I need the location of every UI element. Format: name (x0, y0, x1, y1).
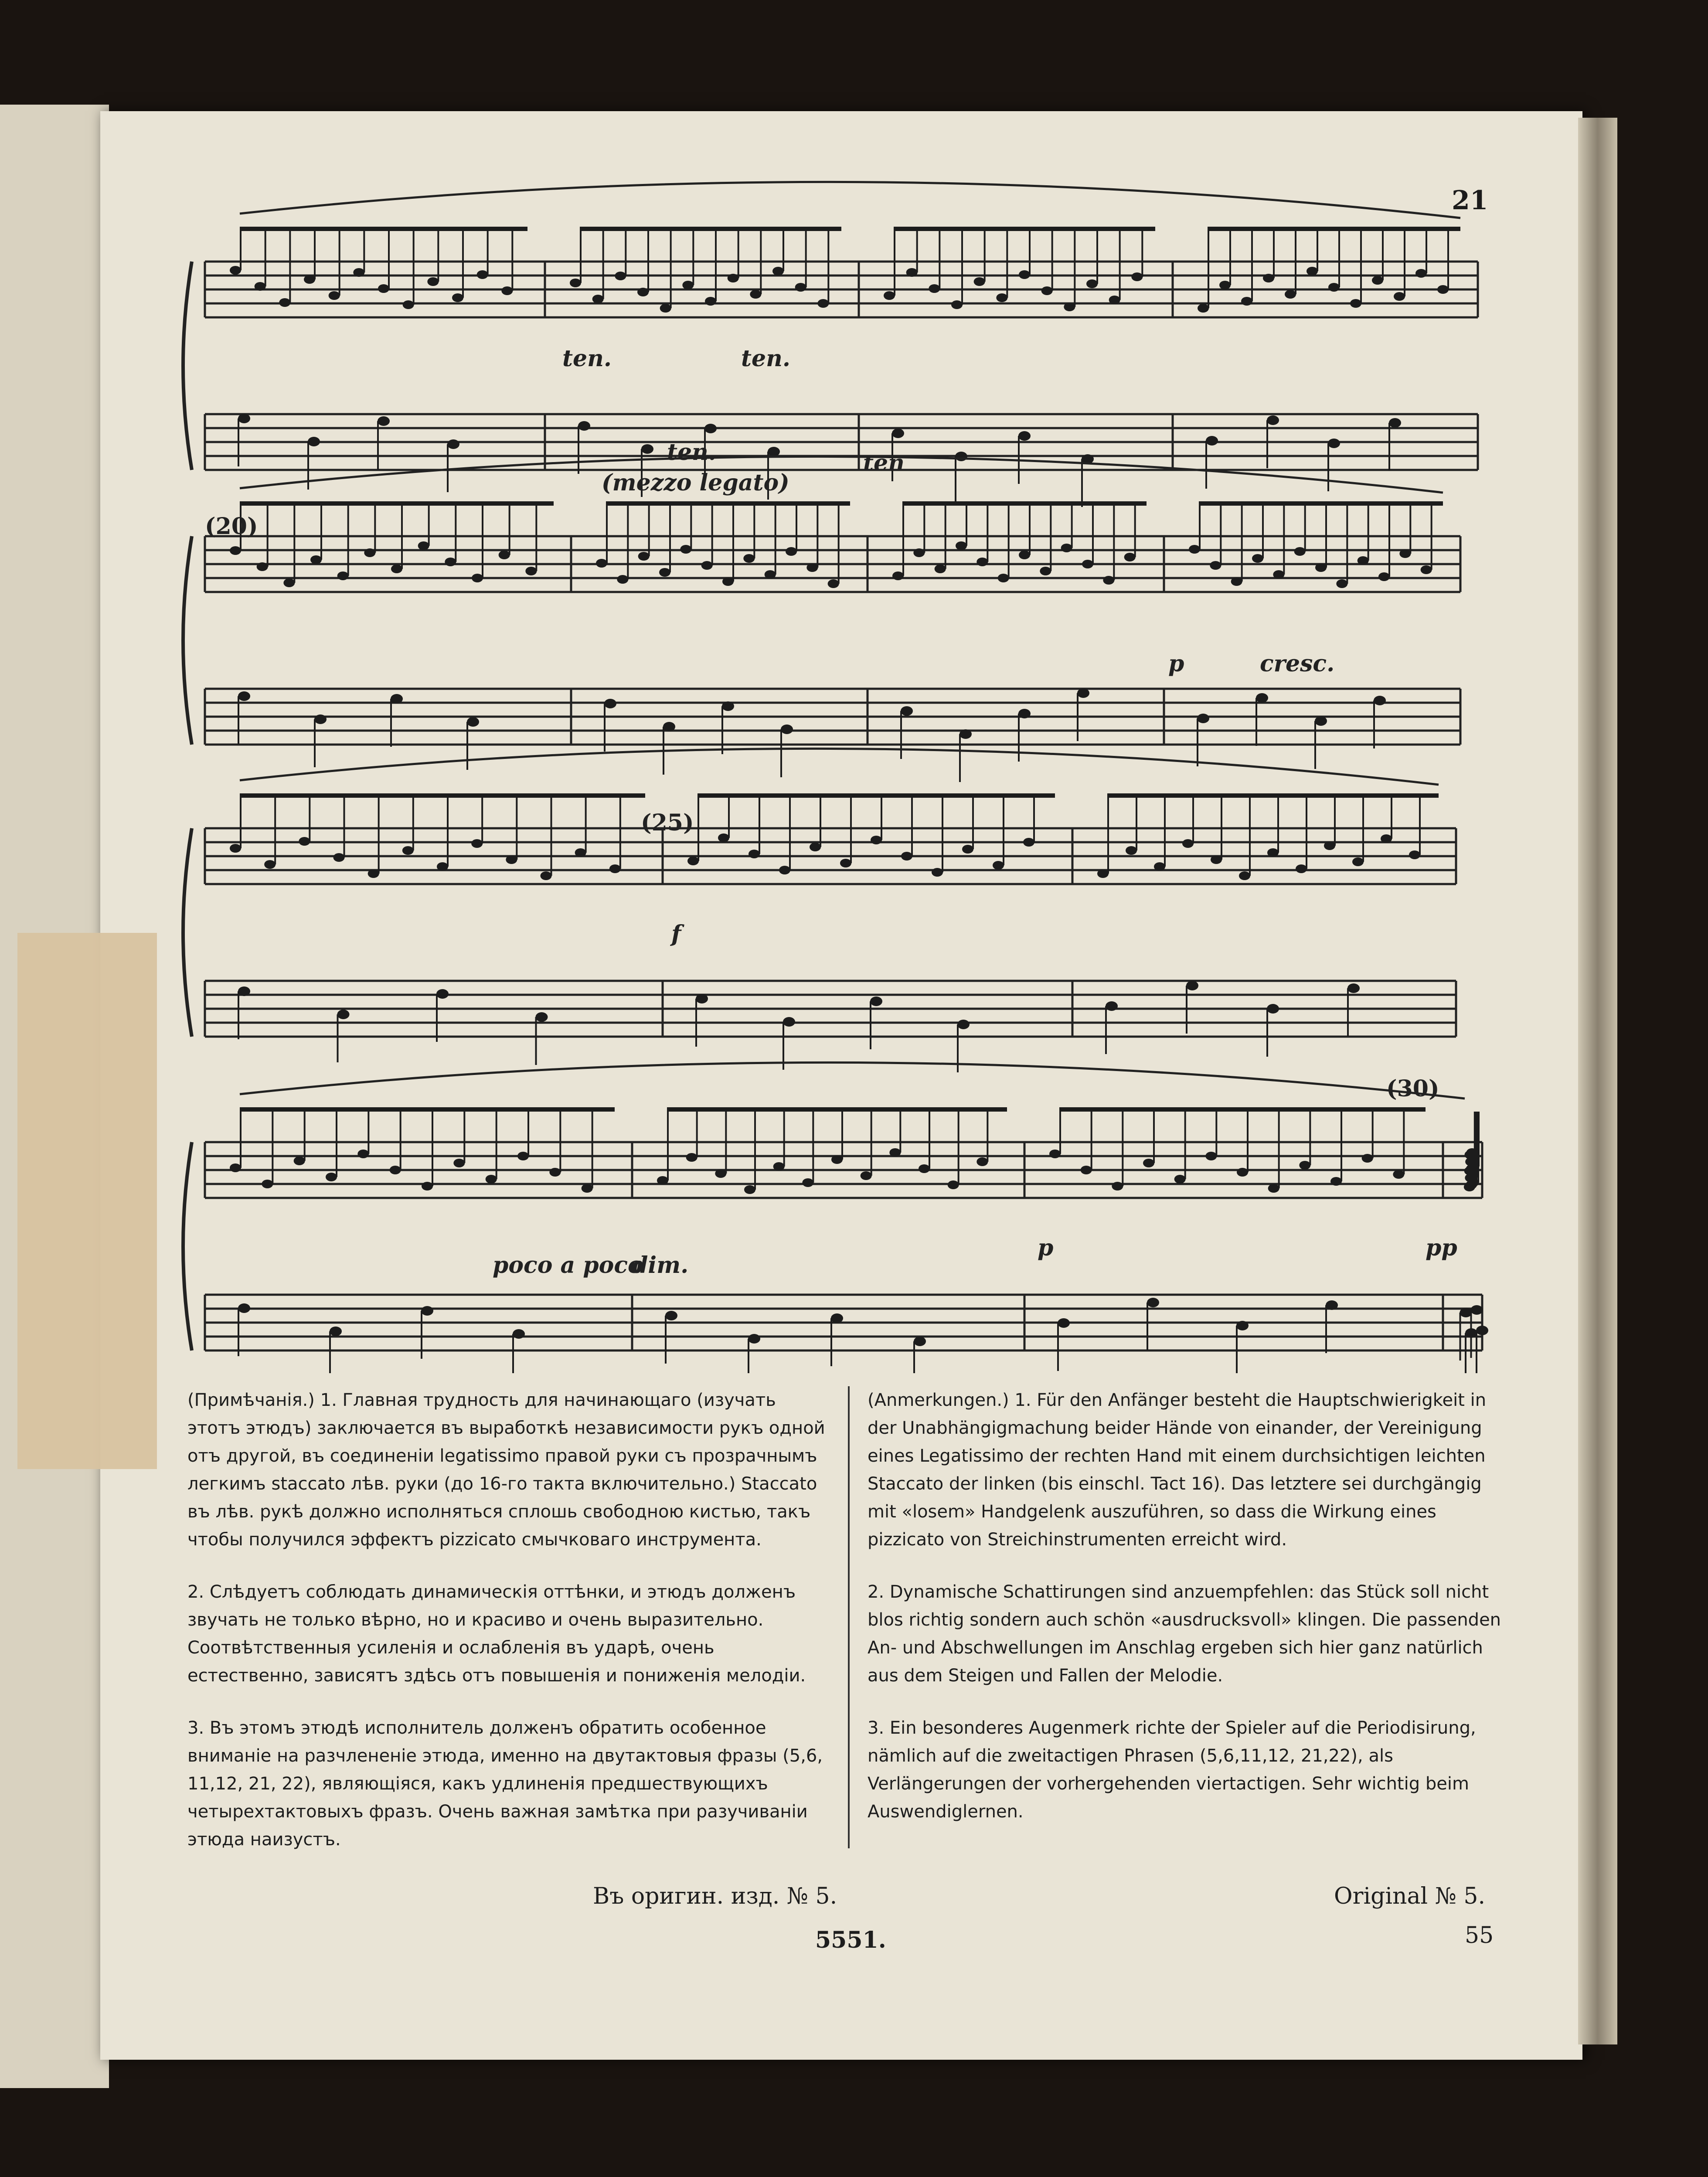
bass-note-head (1374, 696, 1386, 705)
note-head (1328, 283, 1340, 292)
note-head (998, 574, 1009, 582)
note-head (264, 860, 276, 869)
beam (580, 227, 841, 231)
bass-note-head (314, 714, 327, 724)
note-head (486, 1175, 497, 1184)
note-head (705, 297, 716, 306)
note-head (884, 291, 895, 300)
dynamic-marking: ten (863, 450, 905, 476)
note-head (840, 859, 851, 867)
bass-note-head (1147, 1298, 1159, 1307)
footer-ru-edition: Въ оригин. изд. № 5. (593, 1883, 837, 1909)
note-head (1086, 279, 1098, 288)
bass-note-head (447, 439, 459, 449)
note-head (1154, 862, 1165, 871)
brace (183, 1142, 192, 1350)
note-head (1315, 563, 1327, 572)
note-head (262, 1180, 273, 1188)
note-head (638, 552, 650, 561)
beam (697, 793, 1055, 798)
note-head (831, 1155, 843, 1164)
bass-note-head (955, 452, 967, 461)
note-head (1210, 561, 1221, 570)
bass-note-head (722, 701, 734, 711)
note-head (1205, 1152, 1217, 1160)
note-head (452, 293, 463, 302)
ru-note-3: 3. Въ этомъ этюдѣ исполнитель долженъ обратить особенное вниманіе на разчлененіе этюда, именно на двутактовыя фразы (5,6, 11,12, 21, 22), являющіяся, какъ удлиненія предшествующихъ четырехтактовыхъ фразъ. Очень важная замѣтка при разучиваніи этюда наизустъ. (187, 1718, 823, 1850)
note-head (1124, 553, 1136, 561)
bass-note-head (831, 1313, 843, 1323)
ru-note-1: (Примѣчанія.) 1. Главная трудность для начинающаго (изучать этотъ этюдъ) заключается въ выработкѣ независимости рукъ одной отъ другой, въ соединеніи legatissimo правой руки съ прозрачнымъ легкимъ staccato лѣв. руки (до 16-го такта включительно.) Staccato въ лѣв. рукѣ должно исполняться сплошь свободною кистью, такъ чтобы получился эффектъ pizzicato смычковаго инструмента. (187, 1390, 825, 1550)
bass-note-head (436, 989, 449, 999)
bass-note-head (1077, 688, 1089, 698)
bass-note-head (1267, 415, 1279, 425)
bass-note-head (1256, 693, 1268, 703)
note-head (230, 1163, 241, 1172)
note-head (951, 300, 963, 309)
note-head (861, 1171, 872, 1180)
note-head (390, 1166, 401, 1174)
bass-note-head (330, 1327, 342, 1336)
note-head (391, 565, 402, 573)
note-head (255, 282, 266, 291)
note-head (1143, 1159, 1154, 1167)
bass-note-head (1328, 439, 1340, 448)
bass-note-head (1197, 714, 1209, 723)
bass-note-head (238, 414, 250, 423)
note-head (906, 268, 918, 277)
note-head (1252, 554, 1263, 563)
note-head (1023, 838, 1034, 847)
measure-number: (20) (205, 513, 258, 540)
note-head (956, 541, 967, 550)
dynamic-marking: cresc. (1260, 650, 1335, 677)
note-head (701, 561, 713, 570)
bass-note-head (1236, 1321, 1249, 1330)
note-head (817, 299, 829, 308)
note-head (501, 286, 513, 295)
note-head (948, 1180, 959, 1189)
bass-note-head (467, 717, 479, 727)
note-head (582, 1184, 593, 1193)
beam (1059, 1107, 1426, 1112)
note-head (743, 554, 755, 563)
note-head (728, 274, 739, 282)
note-head (418, 541, 429, 550)
note-head (660, 304, 671, 313)
beam (606, 501, 850, 506)
note-head (1358, 556, 1369, 565)
note-head (471, 839, 483, 848)
note-head (299, 837, 310, 846)
slur (240, 748, 1439, 785)
note-head (976, 558, 988, 566)
note-head (615, 272, 626, 280)
note-head (828, 579, 839, 588)
bass-note-head (959, 729, 972, 739)
beam (240, 793, 645, 798)
ru-note-2: 2. Слѣдуетъ соблюдать динамическія оттѣнки, и этюдъ долженъ звучать не только вѣрно, но и красиво и очень выразительно. Соотвѣтственныя усиленія и ослабленія въ ударѣ, очень естественно, зависятъ здѣсь отъ повышенія и пониженія мелодіи. (187, 1582, 806, 1686)
note-head (772, 267, 784, 276)
note-head (686, 1153, 697, 1162)
note-head (453, 1159, 465, 1167)
slur (240, 1062, 1465, 1099)
note-head (1437, 285, 1449, 294)
note-head (1421, 565, 1432, 574)
measure-number: (25) (641, 810, 694, 836)
bass-note-head (1460, 1308, 1472, 1317)
bass-note-head (704, 424, 717, 433)
bass-note-head (391, 694, 403, 704)
note-head (1174, 1175, 1186, 1184)
bass-note-head (604, 699, 616, 708)
bass-note-head (641, 444, 653, 454)
note-head (1330, 1177, 1342, 1186)
bass-note-head (901, 706, 913, 716)
note-head (871, 836, 882, 844)
note-head (333, 853, 345, 862)
note-head (810, 843, 821, 851)
bass-note-head (513, 1329, 525, 1339)
beam (240, 1107, 615, 1112)
bass-note-head (957, 1020, 970, 1029)
bass-note-head (308, 437, 320, 446)
de-note-3: 3. Ein besonderes Augenmerk richte der Spieler auf die Periodisirung, nämlich auf die zweitactigen Phrasen (5,6,11,12, 21,22), als Verlängerungen der vorhergehenden viertactigen. Sehr wichtig beim Auswendiglernen. (868, 1718, 1476, 1822)
note-head (422, 1182, 433, 1191)
note-head (1103, 576, 1114, 585)
bass-note-head (748, 1334, 760, 1344)
note-head (715, 1169, 726, 1178)
dynamic-marking: dim. (632, 1252, 689, 1279)
note-head (230, 844, 241, 853)
beam (667, 1107, 1007, 1112)
bass-note-head (1058, 1318, 1070, 1328)
note-head (525, 567, 537, 575)
dynamic-marking: pp (1426, 1235, 1457, 1261)
note-head (1097, 869, 1109, 878)
note-head (1189, 545, 1200, 554)
note-head (765, 570, 776, 579)
note-head (1299, 1161, 1310, 1170)
beam (1107, 793, 1439, 798)
note-head (368, 869, 379, 878)
note-head (329, 291, 340, 300)
bass-note-head (1315, 716, 1327, 726)
note-head (1126, 846, 1137, 855)
note-head (993, 861, 1004, 870)
bass-note-head (783, 1017, 795, 1027)
note-head (680, 545, 691, 554)
note-head (357, 1150, 369, 1158)
bass-note-head (1389, 418, 1401, 428)
note-head (337, 571, 349, 580)
brace (183, 828, 192, 1037)
note-head (1019, 551, 1030, 559)
note-head (750, 290, 761, 299)
note-head (1061, 544, 1072, 552)
note-head (749, 850, 760, 858)
beam (240, 501, 554, 506)
footer-original: Original № 5. (1334, 1883, 1486, 1909)
note-head (806, 563, 818, 572)
note-head (310, 555, 322, 564)
dynamic-marking: ten. (667, 439, 717, 466)
brace (183, 536, 192, 745)
note-head (687, 857, 699, 865)
note-head (1019, 270, 1030, 279)
note-head (541, 871, 552, 880)
note-head (722, 577, 734, 586)
bass-note-head (421, 1306, 433, 1316)
bass-note-head (378, 416, 390, 426)
note-head (1237, 1168, 1248, 1177)
page-number: 21 (1452, 185, 1488, 216)
note-head (932, 868, 943, 877)
note-head (472, 574, 483, 582)
note-head (929, 284, 940, 293)
note-head (1081, 1166, 1092, 1174)
note-head (1182, 839, 1194, 848)
beam (1208, 227, 1460, 231)
slur (240, 182, 1460, 218)
note-head (1352, 857, 1364, 866)
bass-note-head (663, 722, 675, 731)
note-head (1464, 1167, 1476, 1175)
note-head (1267, 848, 1279, 857)
note-head (378, 284, 389, 293)
note-head (617, 575, 628, 584)
note-head (1268, 1184, 1279, 1193)
bass-note-head (892, 429, 904, 438)
bass-note-head (1267, 1004, 1279, 1014)
beam (240, 227, 527, 231)
note-head (1040, 567, 1051, 575)
beam (902, 501, 1147, 506)
note-head (230, 266, 241, 275)
note-head (1372, 276, 1383, 285)
note-head (353, 268, 364, 277)
dynamic-marking: (mezzo legato) (602, 469, 789, 496)
note-head (549, 1168, 561, 1177)
note-head (1263, 274, 1274, 282)
note-head (718, 833, 729, 842)
dynamic-marking: ten. (741, 345, 791, 372)
bass-note-head (238, 986, 250, 996)
note-head (892, 571, 904, 580)
bass-note-head (238, 691, 250, 701)
bass-note-head (665, 1311, 677, 1320)
note-head (802, 1178, 813, 1187)
note-head (1239, 871, 1250, 880)
note-head (996, 293, 1007, 302)
dynamic-marking: p (1038, 1235, 1054, 1261)
dynamic-marking: poco a poco (493, 1252, 643, 1279)
brace (183, 262, 192, 470)
note-head (779, 866, 790, 874)
note-head (1219, 281, 1231, 289)
note-head (1464, 1183, 1475, 1191)
bass-note-head (536, 1012, 548, 1022)
bass-note-head (337, 1010, 350, 1019)
note-head (437, 862, 448, 871)
note-head (445, 558, 456, 566)
note-head (1112, 1182, 1123, 1191)
note-head (1231, 577, 1242, 586)
footer-number: 55 (1465, 1922, 1494, 1949)
note-head (1336, 579, 1347, 588)
note-head (1393, 1170, 1404, 1179)
note-head (364, 548, 375, 557)
bass-note-head (781, 725, 793, 734)
note-head (403, 300, 414, 309)
note-head (1294, 547, 1306, 556)
note-head (962, 845, 973, 854)
bass-note-head (578, 421, 590, 431)
note-head (609, 864, 621, 873)
note-head (659, 568, 670, 577)
note-head (1131, 272, 1143, 281)
note-head (795, 283, 806, 292)
footer-plate-number: 5551. (815, 1927, 886, 1953)
note-head (1394, 292, 1405, 301)
note-head (575, 848, 586, 857)
note-head (304, 275, 315, 284)
bass-note-head (1326, 1300, 1338, 1310)
bass-note-head (1186, 981, 1198, 990)
note-head (499, 551, 510, 559)
note-head (1064, 303, 1075, 311)
note-head (889, 1148, 901, 1157)
note-head (1350, 299, 1361, 308)
note-head (230, 546, 241, 555)
beam (894, 227, 1155, 231)
note-head (1362, 1154, 1373, 1163)
column-divider (848, 1386, 850, 1848)
bass-note-head (870, 997, 882, 1006)
note-head (1415, 269, 1427, 278)
note-head (657, 1176, 668, 1185)
note-head (1324, 841, 1335, 850)
bass-note-head (1465, 1328, 1477, 1338)
note-head (1307, 267, 1318, 276)
note-head (294, 1157, 305, 1165)
note-head (283, 578, 295, 587)
note-head (1399, 549, 1411, 558)
de-note-1: (Anmerkungen.) 1. Für den Anfänger besteht die Hauptschwierigkeit in der Unabhängigmachung beider Hände von einander, der Vereinigung eines Legatissimo der rechten Hand mit einem durchsichtigen leichten Staccato der linken (bis einschl. Tact 16). Das letztere sei durchgängig mit «losem» Handgelenk auszuführen, so dass die Wirkung eines pizzicato von Streichinstrumenten erreicht wird. (868, 1390, 1487, 1550)
bass-note-head (1018, 709, 1031, 718)
note-head (913, 548, 925, 557)
note-head (1273, 570, 1284, 579)
note-head (919, 1164, 930, 1173)
note-head (596, 559, 607, 568)
note-head (1082, 560, 1093, 568)
measure-number: (30) (1386, 1075, 1439, 1102)
note-head (517, 1152, 529, 1160)
note-head (1381, 834, 1392, 843)
note-head (1198, 304, 1209, 313)
dynamic-marking: f (671, 921, 681, 947)
note-head (682, 281, 694, 289)
note-head (1211, 855, 1222, 864)
note-head (402, 846, 414, 855)
note-head (427, 277, 439, 286)
note-head (477, 270, 488, 279)
note-head (1285, 290, 1296, 299)
bass-note-head (1018, 431, 1031, 441)
bass-note-head (1106, 1001, 1118, 1011)
note-head (279, 298, 290, 307)
bass-note-head (696, 994, 708, 1003)
note-head (637, 288, 649, 296)
note-head (506, 855, 517, 864)
note-head (974, 277, 985, 286)
note-head (786, 547, 797, 556)
bass-note-head (768, 447, 780, 456)
bass-note-head (1347, 983, 1360, 993)
dynamic-marking: p (1168, 650, 1184, 677)
note-head (570, 279, 581, 287)
note-head (935, 565, 946, 573)
note-head (773, 1162, 785, 1171)
bass-note-head (238, 1303, 250, 1313)
de-note-2: 2. Dynamische Schattirungen sind anzuempfehlen: das Stück soll nicht blos richtig sondern auch schön «ausdrucksvoll» klingen. Die passenden An- und Abschwellungen im Anschlag ergeben sich hier ganz natürlich aus dem Steigen und Fallen der Melodie. (868, 1582, 1501, 1686)
note-head (1049, 1150, 1061, 1158)
bass-note-head (914, 1337, 926, 1346)
note-head (901, 852, 912, 861)
note-head (1109, 296, 1120, 304)
note-head (592, 295, 604, 303)
notes-german (868, 1386, 1504, 1850)
note-head (744, 1185, 755, 1194)
note-head (1041, 286, 1053, 295)
notes-russian (187, 1386, 833, 1878)
note-head (1296, 864, 1307, 873)
note-head (1409, 850, 1420, 859)
note-head (1241, 297, 1252, 306)
note-head (326, 1173, 337, 1181)
note-head (1378, 572, 1390, 581)
beam (1199, 501, 1443, 506)
bass-note-head (1476, 1326, 1488, 1335)
note-head (976, 1157, 988, 1166)
slur (240, 456, 1443, 493)
dynamic-marking: ten. (562, 345, 612, 372)
bass-note-head (1206, 436, 1218, 446)
bass-note-head (1471, 1305, 1483, 1315)
note-head (257, 562, 268, 571)
